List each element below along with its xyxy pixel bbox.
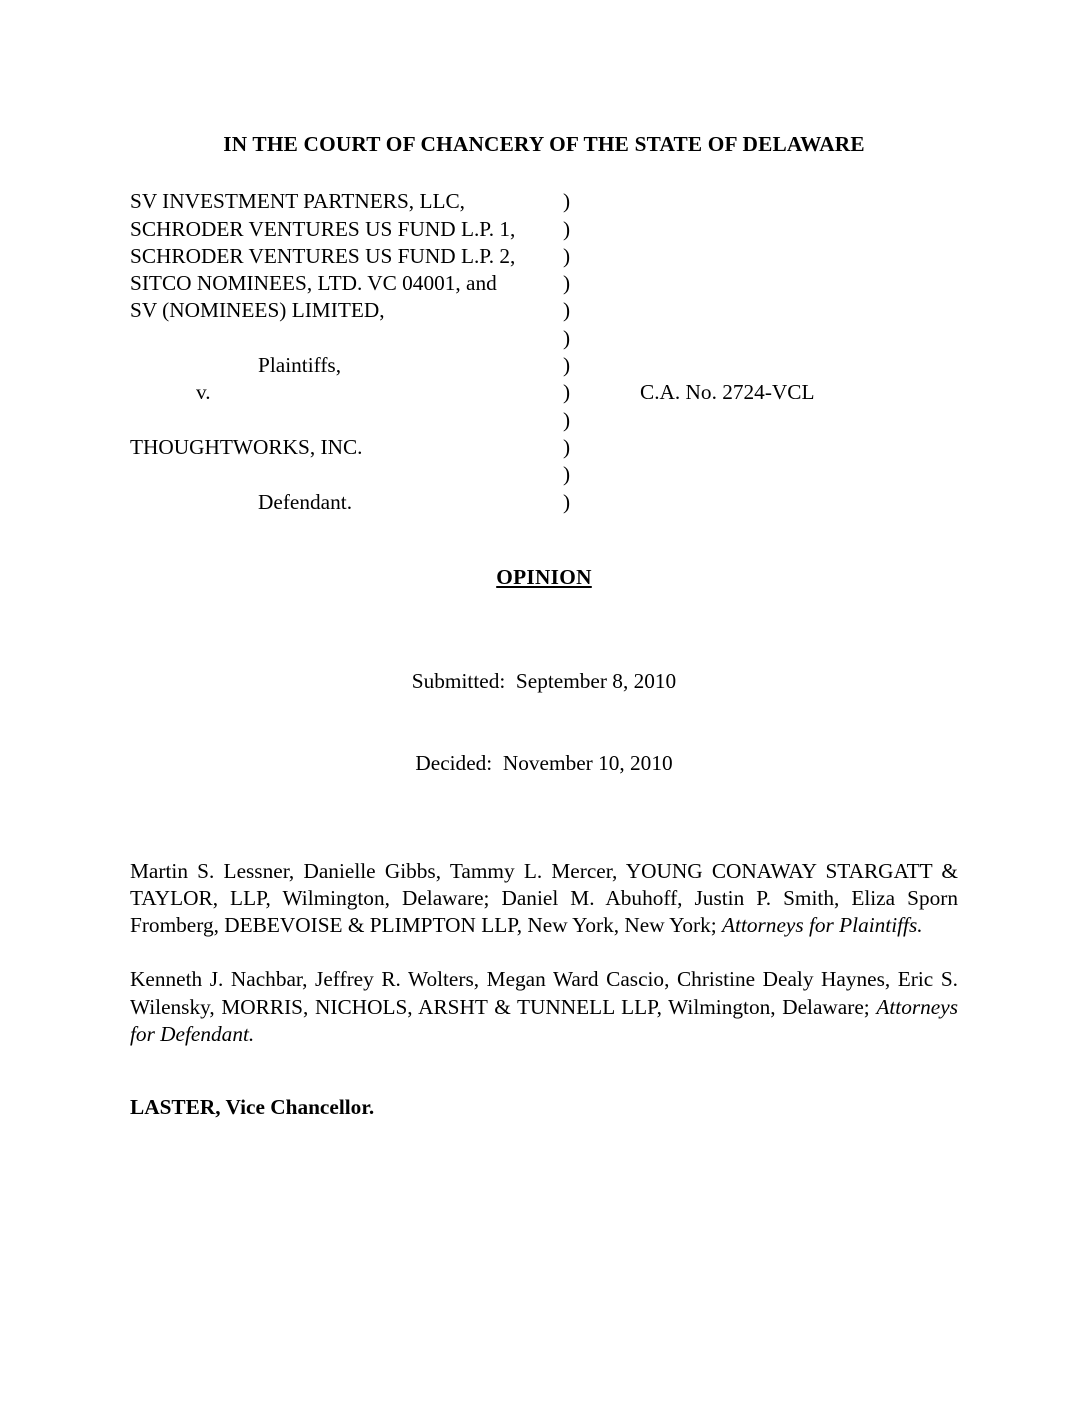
caption-paren: ) [563,271,571,296]
caption-paren: ) [563,298,571,323]
submitted-line: Submitted: September 8, 2010 [411,668,677,693]
caption-row [130,243,958,270]
defendant-label: Defendant. [258,489,353,514]
plaintiffs-counsel-text: Martin S. Lessner, Danielle Gibbs, Tammy L. Mercer, YOUNG CONAWAY STARGATT & TAYLOR, LLP, Wilmington, Delaware; Daniel M. Abuhoff, Justin P. Smith, Eliza Sporn Fromberg, DEBEVOISE & PLIMPTON LLP, New York, New York; [130,858,958,938]
defendant-counsel-paragraph [130,966,958,1048]
decided-line: Decided: November 10, 2010 [415,750,673,775]
caption-row [130,270,958,297]
caption-row [130,461,958,488]
caption-paren: ) [563,216,571,241]
plaintiff-name: SCHRODER VENTURES US FUND L.P. 1, [130,216,516,241]
caption-row [130,434,958,461]
caption-row [130,325,958,352]
caption-paren: ) [563,434,571,459]
versus-label: v. [196,380,211,405]
caption-row [130,407,958,434]
caption-paren: ) [563,380,571,405]
caption-row [130,489,958,516]
plaintiff-name: SV INVESTMENT PARTNERS, LLC, [130,189,465,214]
plaintiffs-counsel-role: Attorneys for Plaintiffs. [722,913,923,938]
defendant-counsel-role: Attorneys for Defendant. [130,994,958,1047]
caption-paren: ) [563,489,571,514]
plaintiff-name: SITCO NOMINEES, LTD. VC 04001, and [130,271,497,296]
caption-paren: ) [563,243,571,268]
caption-row [130,352,958,379]
case-caption [130,188,958,516]
plaintiff-name: SCHRODER VENTURES US FUND L.P. 2, [130,243,516,268]
plaintiff-name: SV (NOMINEES) LIMITED, [130,298,385,323]
defendant-name: THOUGHTWORKS, INC. [130,434,363,459]
judge-signature: LASTER, Vice Chancellor. [130,1095,375,1120]
plaintiffs-counsel-paragraph [130,858,958,940]
case-number: C.A. No. 2724-VCL [640,380,815,405]
defendant-counsel-text: Kenneth J. Nachbar, Jeffrey R. Wolters, Megan Ward Cascio, Christine Dealy Haynes, Eric S. Wilensky, MORRIS, NICHOLS, ARSHT & TUNNELL LLP, Wilmington, Delaware; [130,967,958,1019]
opinion-heading-text: OPINION [496,564,592,589]
opinion-heading [0,564,1088,591]
caption-paren: ) [563,407,571,432]
caption-paren: ) [563,325,571,350]
caption-paren: ) [563,462,571,487]
caption-paren: ) [563,189,571,214]
date-block [0,613,1088,831]
caption-row [130,379,958,406]
caption-row [130,188,958,215]
caption-row [130,216,958,243]
caption-paren: ) [563,353,571,378]
court-header: IN THE COURT OF CHANCERY OF THE STATE OF DELAWARE [223,132,865,156]
caption-row [130,297,958,324]
plaintiffs-label: Plaintiffs, [258,353,342,378]
